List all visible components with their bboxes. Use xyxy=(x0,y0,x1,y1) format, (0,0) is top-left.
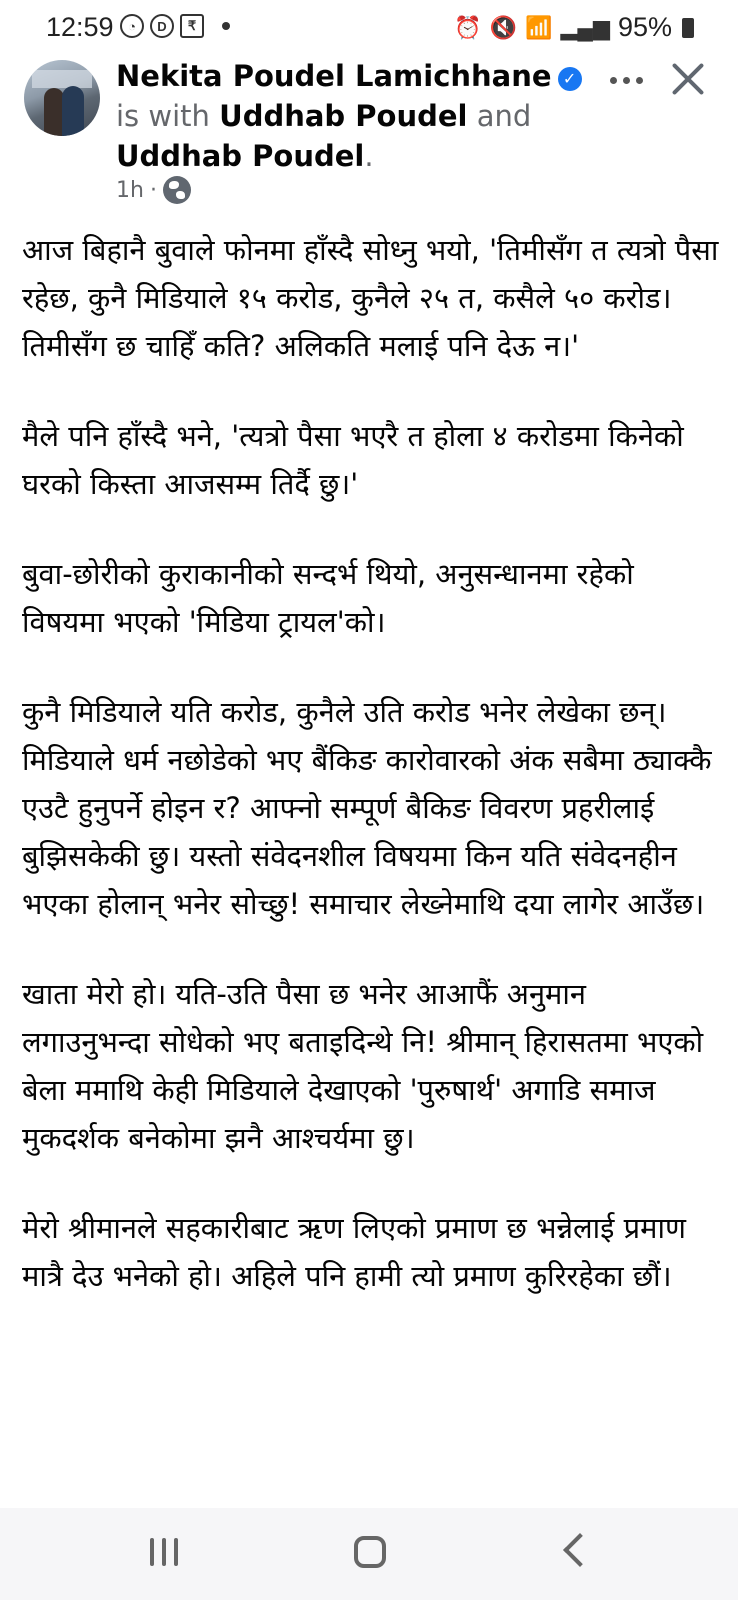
post-paragraph: बुवा-छोरीको कुराकानीको सन्दर्भ थियो, अनुसन्धानमा रहेको विषयमा भएको 'मिडिया ट्रायल'को। xyxy=(22,557,634,639)
status-bar xyxy=(0,0,738,56)
home-icon[interactable] xyxy=(354,1536,386,1568)
battery-icon xyxy=(682,18,694,38)
author-name[interactable]: Nekita Poudel Lamichhane xyxy=(116,59,552,93)
post-author-line xyxy=(116,56,586,176)
notification-icons xyxy=(120,14,230,38)
more-options-button[interactable] xyxy=(596,60,656,100)
post-text xyxy=(22,226,722,1490)
tagged-person-2[interactable]: Uddhab Poudel xyxy=(116,139,365,173)
recent-apps-icon[interactable] xyxy=(150,1538,178,1566)
post-paragraph: खाता मेरो हो। यति-उति पैसा छ भनेर आआफैं अनुमान लगाउनुभन्दा सोधेको भए बताइदिन्थे नि! श्रीमान् हिरासतमा भएको बेला ममाथि केही मिडियाले देखाएको 'पुरुषार्थ' अगाडि समाज मुकदर्शक बनेकोमा झनै आश्चर्यमा छु। xyxy=(22,977,704,1155)
meta-separator: · xyxy=(149,177,157,203)
system-icons xyxy=(454,12,694,43)
signal-icon: ▂▄▆ xyxy=(560,14,610,40)
post-header xyxy=(0,56,738,206)
post-paragraph: मेरो श्रीमानले सहकारीबाट ऋण लिएको प्रमाण छ भन्नेलाई प्रमाण मात्रै देउ भनेको हो। अहिले पनि हामी त्यो प्रमाण कुरिरहेका छौं। xyxy=(22,1211,686,1293)
wifi-icon: 📶 xyxy=(525,14,553,40)
is-with-text: is with xyxy=(116,99,210,133)
more-dot-icon xyxy=(636,77,643,84)
d-app-icon: D xyxy=(150,14,174,38)
status-time: 12:59 xyxy=(46,12,114,42)
avatar[interactable] xyxy=(24,60,100,136)
close-icon[interactable] xyxy=(664,56,712,104)
battery-percent: 95% xyxy=(617,12,672,42)
whatsapp-icon: ◔ xyxy=(120,14,144,38)
and-text: and xyxy=(476,99,532,133)
tagged-person-1[interactable]: Uddhab Poudel xyxy=(219,99,468,133)
back-icon[interactable] xyxy=(563,1533,597,1567)
dot-icon xyxy=(222,22,230,30)
post-paragraph: कुनै मिडियाले यति करोड, कुनैले उति करोड भनेर लेखेका छन्। मिडियाले धर्म नछोडेको भए बैंकिङ कारोवारको अंक सबैमा ठ्याक्कै एउटै हुनुपर्ने होइन र? आफ्नो सम्पूर्ण बैकिङ विवरण प्रहरीलाई बुझिसकेकी छु। यस्तो संवेदनशील विषयमा किन यति संवेदनहीन भएका होलान् भनेर सोच्छु! समाचार लेख्नेमाथि दया लागेर आउँछ। xyxy=(22,695,712,921)
mute-icon: 🔇 xyxy=(489,14,518,40)
navigation-bar xyxy=(0,1508,738,1600)
alarm-icon: ⏰ xyxy=(454,14,482,40)
more-dot-icon xyxy=(623,77,630,84)
globe-icon[interactable] xyxy=(163,176,191,204)
post-paragraph: मैले पनि हाँस्दै भने, 'त्यत्रो पैसा भएरै त होला ४ करोडमा किनेको घरको किस्ता आजसम्म तिर्दै छु।' xyxy=(22,419,684,501)
more-dot-icon xyxy=(610,77,617,84)
verified-badge-icon: ✓ xyxy=(558,67,582,91)
post-meta xyxy=(116,176,191,204)
rupee-icon: ₹ xyxy=(180,14,204,38)
post-time[interactable]: 1h xyxy=(116,177,144,203)
period-text: . xyxy=(364,139,374,173)
post-paragraph: आज बिहानै बुवाले फोनमा हाँस्दै सोध्नु भयो, 'तिमीसँग त त्यत्रो पैसा रहेछ, कुनै मिडियाले १५ करोड, कुनैले २५ त, कसैले ५० करोड। तिमीसँग छ चाहिँ कति? अलिकति मलाई पनि देऊ न।' xyxy=(22,233,719,363)
